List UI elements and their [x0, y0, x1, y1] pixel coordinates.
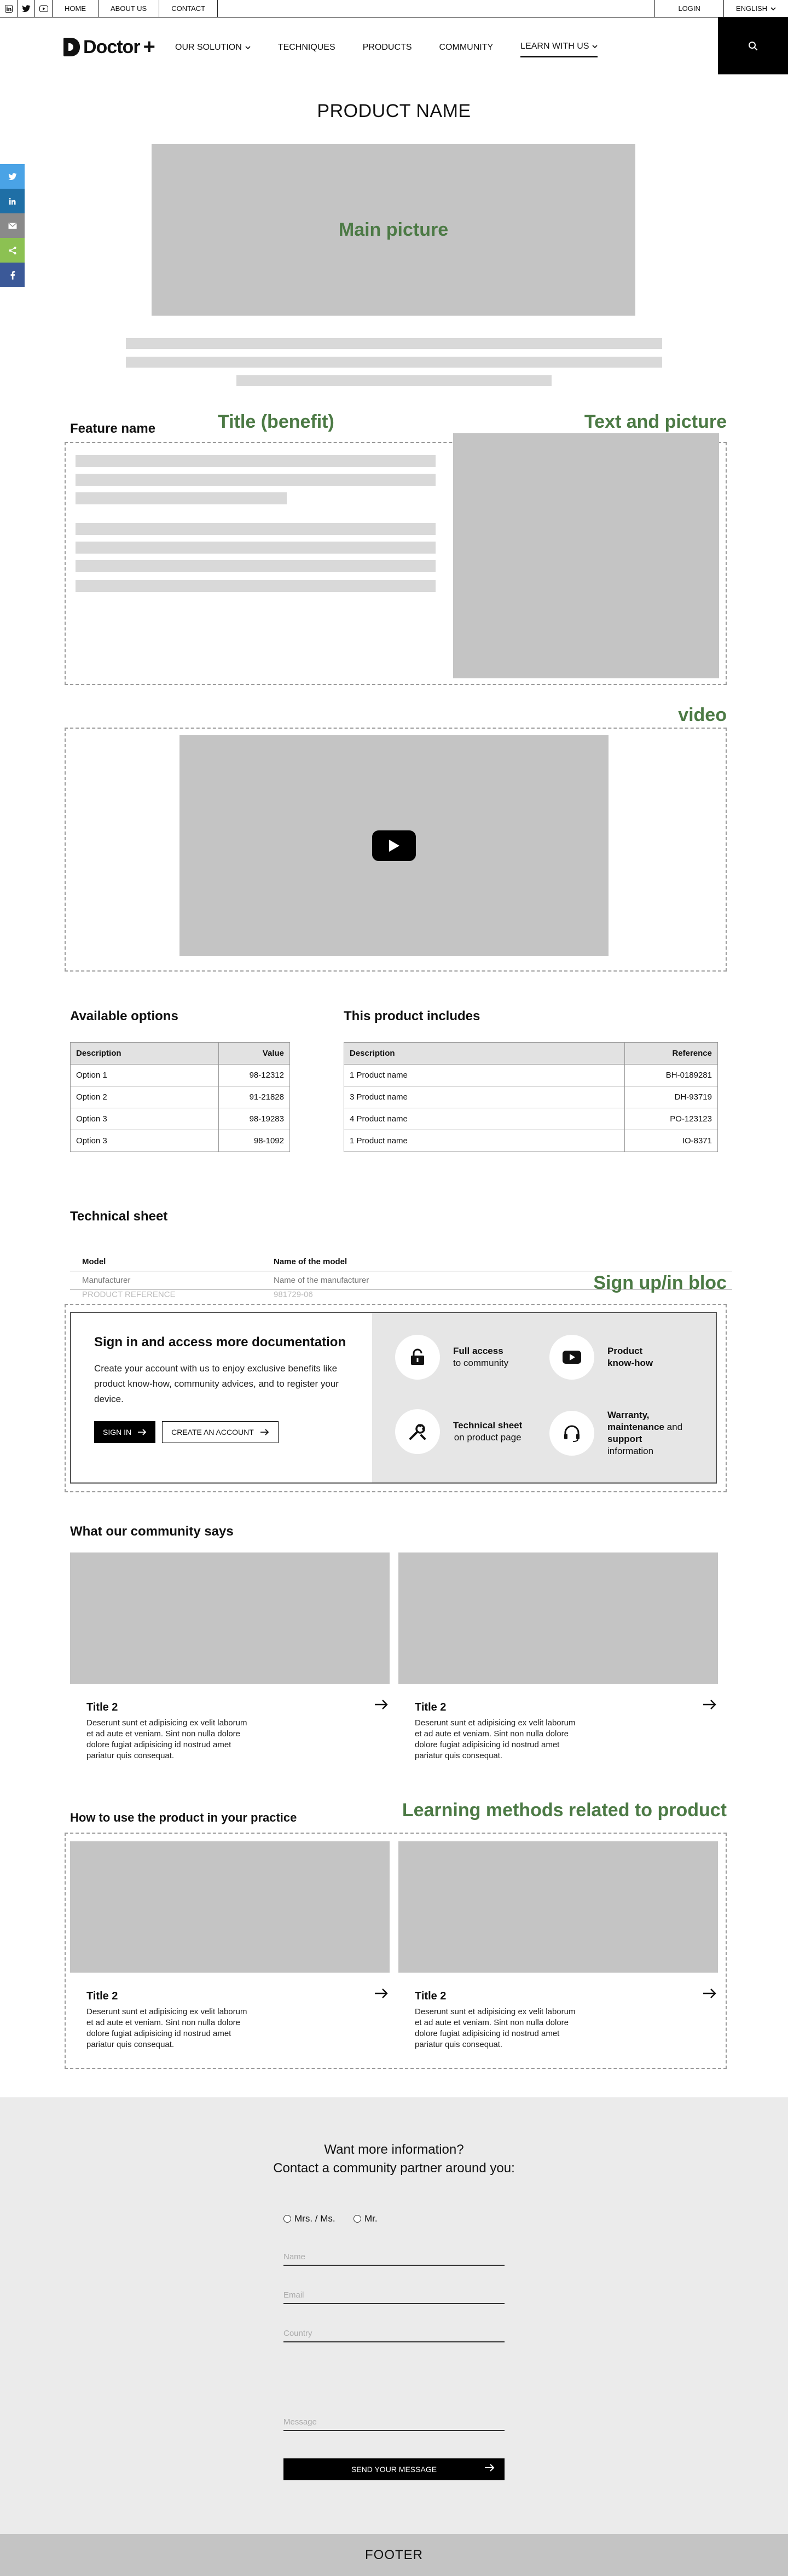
table-header-cell: Description	[71, 1043, 219, 1065]
table-cell: Option 3	[71, 1108, 219, 1130]
options-title: Available options	[70, 1009, 178, 1024]
table-header-cell: Name of the model	[274, 1257, 347, 1266]
table-header-cell: Description	[344, 1043, 625, 1065]
radio-label: Mr.	[364, 2213, 378, 2224]
card-title: Title 2	[415, 1990, 447, 2002]
benefit-bold: Warranty, maintenance	[607, 1410, 664, 1432]
form-heading-1: Want more information?	[324, 2142, 464, 2157]
topbar-link-contact[interactable]: CONTACT	[159, 0, 218, 17]
share-icon[interactable]	[0, 238, 25, 263]
social-share-bar	[0, 164, 25, 287]
country-field[interactable]: Country	[283, 2323, 505, 2342]
annotation-title-benefit: Title (benefit)	[218, 411, 334, 432]
radio-mrs[interactable]	[283, 2213, 335, 2224]
topbar-link-about[interactable]: ABOUT US	[99, 0, 159, 17]
chevron-down-icon	[592, 45, 598, 48]
arrow-right-icon	[485, 2464, 495, 2472]
nav-label: PRODUCTS	[362, 42, 412, 52]
community-card[interactable]	[398, 1552, 718, 1760]
table-row	[344, 1130, 718, 1152]
mail-icon[interactable]	[0, 213, 25, 238]
benefit-warranty	[549, 1409, 690, 1457]
table-cell: Option 1	[71, 1065, 219, 1086]
search-icon	[748, 41, 758, 51]
benefit-text	[453, 1345, 508, 1369]
logo-plus: +	[143, 35, 155, 59]
message-field[interactable]: Message	[283, 2411, 505, 2431]
feature-picture	[453, 433, 719, 678]
table-cell: PO-123123	[625, 1108, 718, 1130]
table-row	[71, 1065, 290, 1086]
sign-in-button[interactable]	[94, 1421, 155, 1443]
chevron-down-icon	[770, 7, 776, 10]
card-title: Title 2	[86, 1701, 118, 1713]
arrow-right-icon[interactable]	[703, 1699, 717, 1710]
facebook-icon[interactable]	[0, 263, 25, 287]
card-image	[70, 1841, 390, 1973]
text-placeholder-bar	[236, 375, 552, 386]
lock-icon	[395, 1335, 440, 1380]
table-cell: 1 Product name	[344, 1065, 625, 1086]
arrow-right-icon	[138, 1429, 147, 1435]
table-row	[344, 1086, 718, 1108]
youtube-icon	[549, 1335, 594, 1380]
table-cell: 3 Product name	[344, 1086, 625, 1108]
radio-mr[interactable]	[354, 2213, 378, 2224]
nav-item-community[interactable]	[439, 42, 493, 57]
topbar-link-home[interactable]: HOME	[53, 0, 99, 17]
email-field[interactable]: Email	[283, 2284, 505, 2304]
text-placeholder-bar	[76, 492, 287, 504]
nav-item-learn-with-us[interactable]	[520, 42, 598, 57]
card-text: Deserunt sunt et adipisicing ex velit laborum et ad aute et veniam. Sint non nulla dolore dolore fugiat adipisicing id nostrud amet pariatur quis consequat.	[415, 2007, 576, 2049]
nav-label: LEARN WITH US	[520, 42, 589, 51]
table-cell: 91-21828	[219, 1086, 290, 1108]
learning-title: How to use the product in your practice	[70, 1811, 297, 1824]
arrow-right-icon	[260, 1429, 269, 1435]
table-cell: BH-0189281	[625, 1065, 718, 1086]
tools-icon	[395, 1409, 440, 1454]
table-header-row	[71, 1043, 290, 1065]
table-row	[344, 1108, 718, 1130]
create-account-button[interactable]	[162, 1421, 279, 1443]
table-row	[71, 1086, 290, 1108]
main-picture	[152, 144, 635, 316]
signin-title: Sign in and access more documentation	[94, 1335, 346, 1350]
table-cell: Option 3	[71, 1130, 219, 1152]
table-header-cell: Value	[219, 1043, 290, 1065]
table-cell: 1 Product name	[344, 1130, 625, 1152]
signin-text: Create your account with us to enjoy exclusive benefits like product know-how, community advices, and to register your device.	[94, 1363, 339, 1404]
table-cell: Name of the manufacturer	[274, 1276, 369, 1285]
play-button[interactable]	[372, 830, 416, 861]
button-label: SIGN IN	[103, 1428, 132, 1437]
card-text: Deserunt sunt et adipisicing ex velit laborum et ad aute et veniam. Sint non nulla dolore dolore fugiat adipisicing id nostrud amet pariatur quis consequat.	[415, 1718, 576, 1760]
twitter-icon[interactable]	[0, 164, 25, 189]
text-placeholder-bar	[76, 560, 436, 572]
headset-icon	[549, 1411, 594, 1456]
nav-item-techniques[interactable]	[278, 42, 335, 57]
radio-label: Mrs. / Ms.	[294, 2213, 335, 2224]
text-placeholder-bar	[126, 338, 662, 349]
annotation-signin: Sign up/in bloc	[593, 1272, 727, 1293]
table-cell: 4 Product name	[344, 1108, 625, 1130]
table-cell: 98-1092	[219, 1130, 290, 1152]
benefit-mid: and	[664, 1422, 683, 1432]
benefit-rest: know-how	[607, 1358, 653, 1368]
language-selector[interactable]	[723, 0, 788, 17]
table-cell: DH-93719	[625, 1086, 718, 1108]
product-title: PRODUCT NAME	[317, 101, 471, 121]
table-header-cell: Model	[82, 1257, 106, 1266]
table-row	[71, 1108, 290, 1130]
community-card[interactable]	[70, 1552, 390, 1760]
options-table	[70, 1042, 290, 1152]
card-text: Deserunt sunt et adipisicing ex velit laborum et ad aute et veniam. Sint non nulla dolore dolore fugiat adipisicing id nostrud amet pariatur quis consequat.	[86, 2007, 247, 2049]
benefit-technical-sheet	[395, 1409, 522, 1454]
table-cell: 98-12312	[219, 1065, 290, 1086]
card-image	[398, 1552, 718, 1684]
benefit-rest: to community	[453, 1358, 509, 1368]
community-title: What our community says	[70, 1524, 234, 1539]
includes-table	[344, 1042, 718, 1152]
card-text: Deserunt sunt et adipisicing ex velit laborum et ad aute et veniam. Sint non nulla dolore dolore fugiat adipisicing id nostrud amet pariatur quis consequat.	[86, 1718, 247, 1760]
nav-item-products[interactable]	[363, 42, 412, 57]
table-cell: 981729-06	[274, 1290, 313, 1299]
chevron-down-icon	[245, 46, 251, 49]
technical-title: Technical sheet	[70, 1209, 168, 1224]
login-link[interactable]: LOGIN	[654, 0, 723, 17]
play-icon	[388, 839, 400, 852]
benefit-product-knowhow	[549, 1335, 653, 1380]
benefit-text	[453, 1420, 522, 1444]
annotation-learning: Learning methods related to product	[402, 1800, 727, 1821]
arrow-right-icon[interactable]	[703, 1988, 717, 1999]
benefit-full-access	[395, 1335, 508, 1380]
logo-mark-icon	[63, 38, 80, 56]
benefit-bold: Product	[607, 1346, 643, 1356]
topbar-spacer	[218, 0, 654, 17]
button-label: CREATE AN ACCOUNT	[171, 1428, 254, 1437]
radio-circle[interactable]	[283, 2215, 291, 2223]
table-cell: IO-8371	[625, 1130, 718, 1152]
table-cell: Option 2	[71, 1086, 219, 1108]
search-button[interactable]	[718, 18, 788, 74]
signin-buttons	[94, 1421, 349, 1443]
benefit-rest: information	[607, 1446, 654, 1456]
feature-title: Feature name	[70, 421, 156, 436]
button-label: SEND YOUR MESSAGE	[351, 2465, 437, 2474]
main-picture-label: Main picture	[338, 219, 449, 240]
send-message-button[interactable]	[283, 2458, 505, 2480]
table-cell: Manufacturer	[82, 1276, 131, 1285]
table-cell: 98-19283	[219, 1108, 290, 1130]
includes-title: This product includes	[344, 1009, 480, 1024]
arrow-right-icon[interactable]	[374, 1699, 389, 1710]
benefit-bold: Technical sheet	[453, 1420, 523, 1431]
benefit-text	[607, 1409, 690, 1457]
youtube-icon[interactable]	[35, 0, 53, 17]
signin-benefits	[372, 1313, 716, 1482]
card-title: Title 2	[415, 1701, 447, 1713]
annotation-text-picture: Text and picture	[584, 411, 727, 432]
nav-item-our-solution[interactable]	[175, 42, 251, 57]
signin-bloc	[70, 1312, 717, 1484]
table-header-row	[344, 1043, 718, 1065]
table-row	[344, 1065, 718, 1086]
table-cell: PRODUCT REFERENCE	[82, 1290, 176, 1299]
learning-card[interactable]	[70, 1841, 390, 2049]
nav-label: OUR SOLUTION	[175, 42, 242, 52]
annotation-video: video	[678, 705, 727, 725]
footer	[0, 2534, 788, 2576]
nav-label: COMMUNITY	[439, 42, 494, 52]
benefit-rest: on product page	[454, 1432, 522, 1443]
linkedin-icon[interactable]	[0, 0, 18, 17]
name-field[interactable]: Name	[283, 2246, 505, 2266]
twitter-icon[interactable]	[18, 0, 35, 17]
top-bar	[0, 0, 788, 18]
table-row	[71, 1130, 290, 1152]
benefit-text	[607, 1345, 653, 1369]
table-header-cell: Reference	[625, 1043, 718, 1065]
linkedin-icon[interactable]	[0, 189, 25, 213]
benefit-bold: support	[607, 1434, 642, 1444]
nav-label: TECHNIQUES	[277, 42, 335, 52]
card-image	[398, 1841, 718, 1973]
learning-card[interactable]	[398, 1841, 718, 2049]
text-placeholder-bar	[76, 523, 436, 535]
table-header-row	[70, 1253, 732, 1271]
signin-left	[71, 1313, 372, 1482]
main-nav	[175, 42, 598, 57]
footer-label: FOOTER	[365, 2547, 423, 2562]
card-image	[70, 1552, 390, 1684]
logo-text: Doctor	[83, 36, 140, 57]
text-placeholder-bar	[126, 357, 662, 368]
logo[interactable]	[63, 36, 155, 58]
text-placeholder-bar	[76, 542, 436, 554]
text-placeholder-bar	[76, 580, 436, 592]
form-heading-2: Contact a community partner around you:	[273, 2161, 515, 2176]
text-placeholder-bar	[76, 474, 436, 486]
language-label: ENGLISH	[735, 4, 767, 13]
benefit-bold: Full access	[453, 1346, 503, 1356]
main-header	[0, 18, 788, 74]
text-placeholder-bar	[76, 455, 436, 467]
radio-circle[interactable]	[354, 2215, 361, 2223]
arrow-right-icon[interactable]	[374, 1988, 389, 1999]
card-title: Title 2	[86, 1990, 118, 2002]
